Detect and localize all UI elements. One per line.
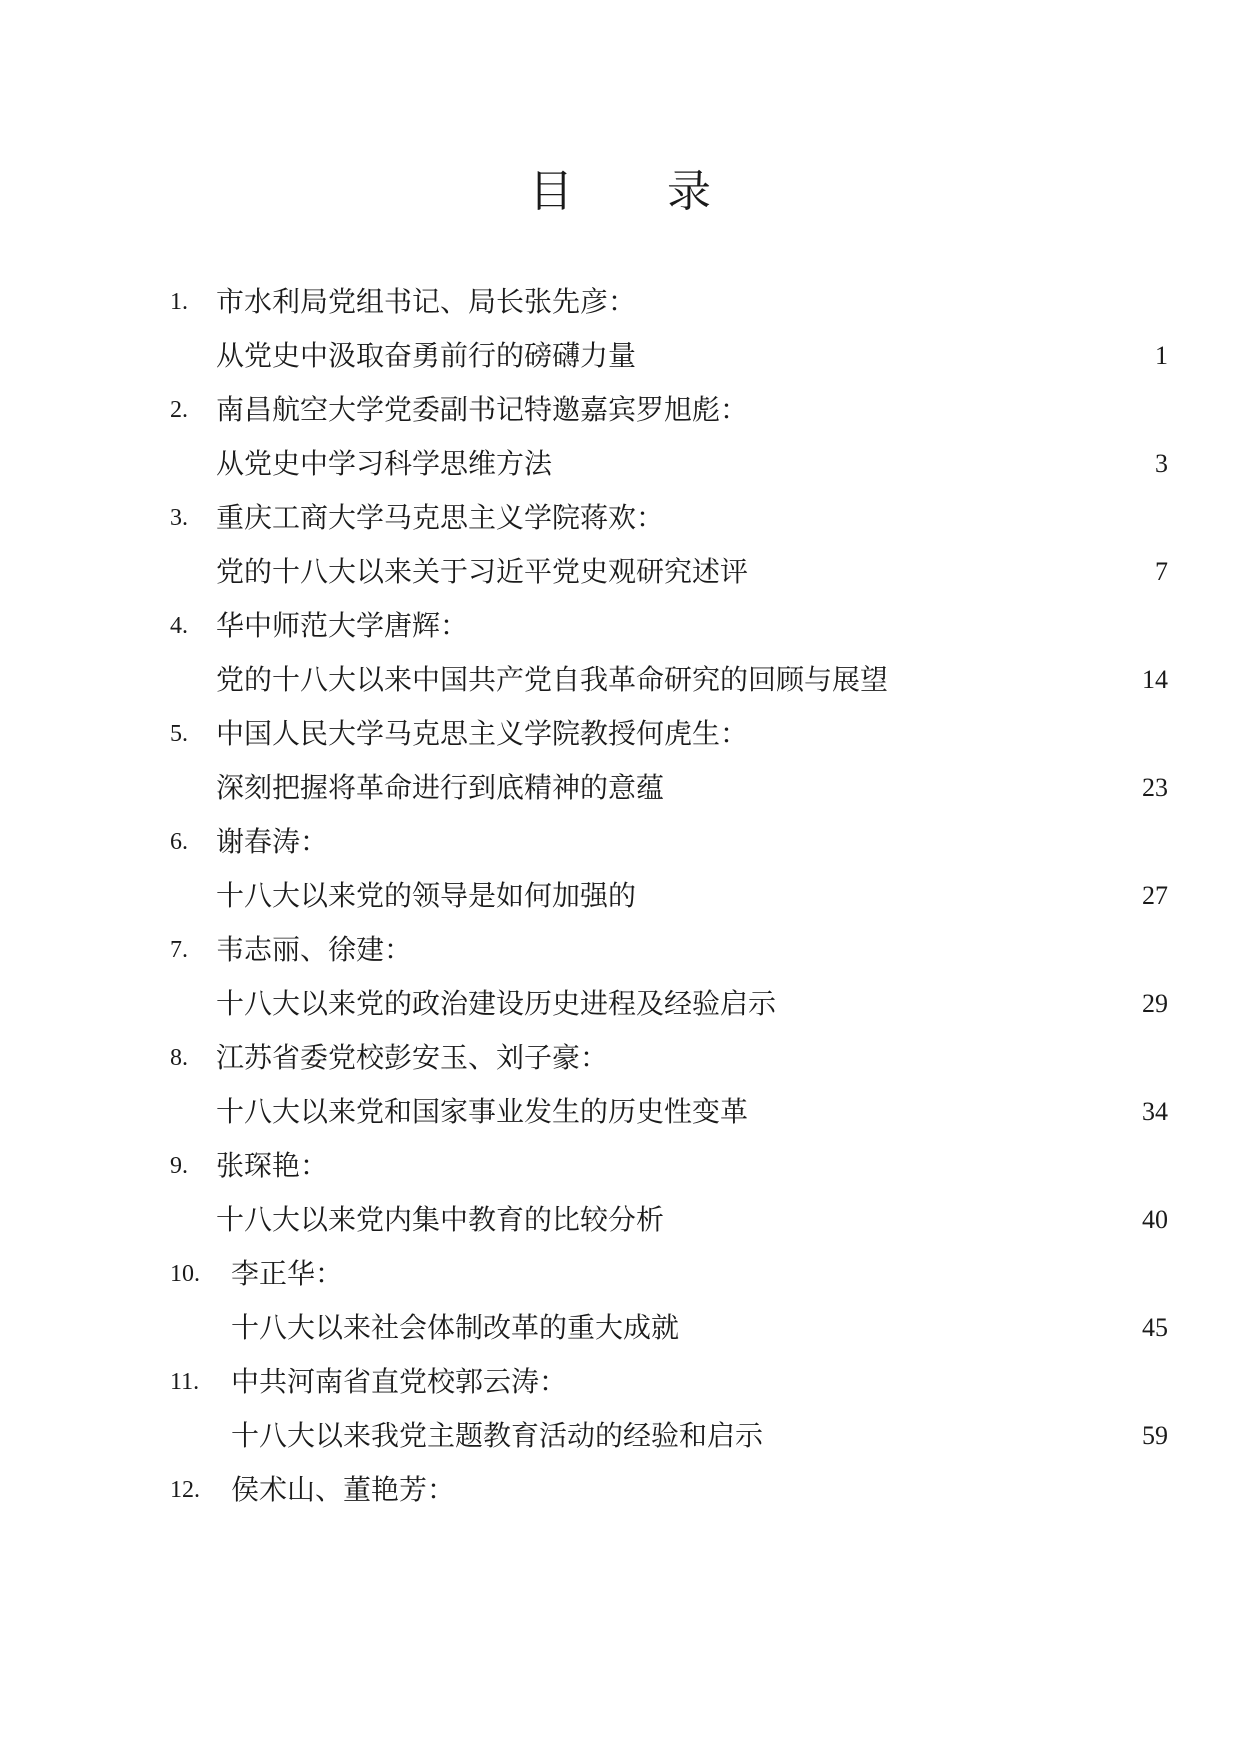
entry-page-number: 34 [1142, 1097, 1168, 1126]
entry-title: 深刻把握将革命进行到底精神的意蕴 [216, 771, 665, 804]
entry-number: 2. [170, 397, 188, 423]
toc-article-line [0, 761, 1240, 815]
entry-number: 12. [170, 1477, 200, 1503]
entry-title: 从党史中汲取奋勇前行的磅礴力量 [216, 339, 637, 372]
entry-number: 1. [170, 289, 188, 315]
entry-number: 11. [170, 1369, 200, 1395]
entry-title: 十八大以来我党主题教育活动的经验和启示 [231, 1419, 764, 1452]
toc-entry[interactable] [0, 275, 1240, 383]
entry-page-number: 27 [1142, 881, 1168, 910]
toc-entry[interactable] [0, 923, 1240, 1031]
table-of-contents [0, 275, 1240, 1517]
entry-author: 李正华： [231, 1257, 344, 1290]
toc-entry[interactable] [0, 491, 1240, 599]
entry-author: 市水利局党组书记、局长张先彦： [216, 285, 637, 318]
entry-author: 韦志丽、徐建： [216, 933, 413, 966]
entry-author: 中国人民大学马克思主义学院教授何虎生： [216, 717, 749, 750]
toc-author-line [0, 1031, 1240, 1085]
entry-number: 7. [170, 937, 188, 963]
entry-author: 南昌航空大学党委副书记特邀嘉宾罗旭彪： [216, 393, 749, 426]
toc-article-line [0, 1301, 1240, 1355]
toc-author-line [0, 599, 1240, 653]
toc-author-line [0, 275, 1240, 329]
entry-title: 十八大以来党的政治建设历史进程及经验启示 [216, 987, 777, 1020]
entry-number: 5. [170, 721, 188, 747]
entry-page-number: 3 [1155, 449, 1168, 478]
toc-entry[interactable] [0, 815, 1240, 923]
entry-title: 十八大以来党的领导是如何加强的 [216, 879, 637, 912]
toc-author-line [0, 1463, 1240, 1517]
toc-article-line [0, 977, 1240, 1031]
toc-article-line [0, 329, 1240, 383]
toc-article-line [0, 545, 1240, 599]
page-title: 目 录 [529, 166, 751, 217]
entry-page-number: 59 [1142, 1421, 1168, 1450]
entry-author: 中共河南省直党校郭云涛： [231, 1365, 568, 1398]
toc-article-line [0, 1193, 1240, 1247]
entry-title: 十八大以来社会体制改革的重大成就 [231, 1311, 680, 1344]
entry-page-number: 23 [1142, 773, 1168, 802]
entry-page-number: 1 [1155, 341, 1168, 370]
entry-title: 党的十八大以来关于习近平党史观研究述评 [216, 555, 749, 588]
toc-entry[interactable] [0, 707, 1240, 815]
toc-author-line [0, 707, 1240, 761]
toc-author-line [0, 383, 1240, 437]
entry-title: 从党史中学习科学思维方法 [216, 447, 553, 480]
entry-page-number: 29 [1142, 989, 1168, 1018]
toc-entry[interactable] [0, 599, 1240, 707]
entry-number: 4. [170, 613, 188, 639]
entry-title: 十八大以来党内集中教育的比较分析 [216, 1203, 665, 1236]
toc-author-line [0, 923, 1240, 977]
toc-article-line [0, 1409, 1240, 1463]
entry-author: 江苏省委党校彭安玉、刘子豪： [216, 1041, 609, 1074]
entry-number: 8. [170, 1045, 188, 1071]
toc-article-line [0, 437, 1240, 491]
entry-title: 十八大以来党和国家事业发生的历史性变革 [216, 1095, 749, 1128]
entry-number: 6. [170, 829, 188, 855]
toc-article-line [0, 653, 1240, 707]
toc-article-line [0, 1085, 1240, 1139]
toc-author-line [0, 815, 1240, 869]
entry-author: 张琛艳： [216, 1149, 329, 1182]
toc-entry[interactable] [0, 1139, 1240, 1247]
entry-author: 华中师范大学唐辉： [216, 609, 469, 642]
toc-author-line [0, 1247, 1240, 1301]
entry-number: 10. [170, 1261, 200, 1287]
entry-page-number: 45 [1142, 1313, 1168, 1342]
toc-author-line [0, 491, 1240, 545]
toc-author-line [0, 1139, 1240, 1193]
toc-entry[interactable] [0, 383, 1240, 491]
entry-title: 党的十八大以来中国共产党自我革命研究的回顾与展望 [216, 663, 889, 696]
toc-article-line [0, 869, 1240, 923]
entry-page-number: 7 [1155, 557, 1168, 586]
entry-number: 9. [170, 1153, 188, 1179]
toc-entry[interactable] [0, 1355, 1240, 1463]
entry-author: 重庆工商大学马克思主义学院蒋欢： [216, 501, 665, 534]
toc-entry[interactable] [0, 1031, 1240, 1139]
entry-author: 侯术山、董艳芳： [231, 1473, 456, 1506]
toc-entry[interactable] [0, 1463, 1240, 1517]
toc-author-line [0, 1355, 1240, 1409]
entry-page-number: 40 [1142, 1205, 1168, 1234]
entry-author: 谢春涛： [216, 825, 329, 858]
entry-number: 3. [170, 505, 188, 531]
toc-entry[interactable] [0, 1247, 1240, 1355]
entry-page-number: 14 [1142, 665, 1168, 694]
